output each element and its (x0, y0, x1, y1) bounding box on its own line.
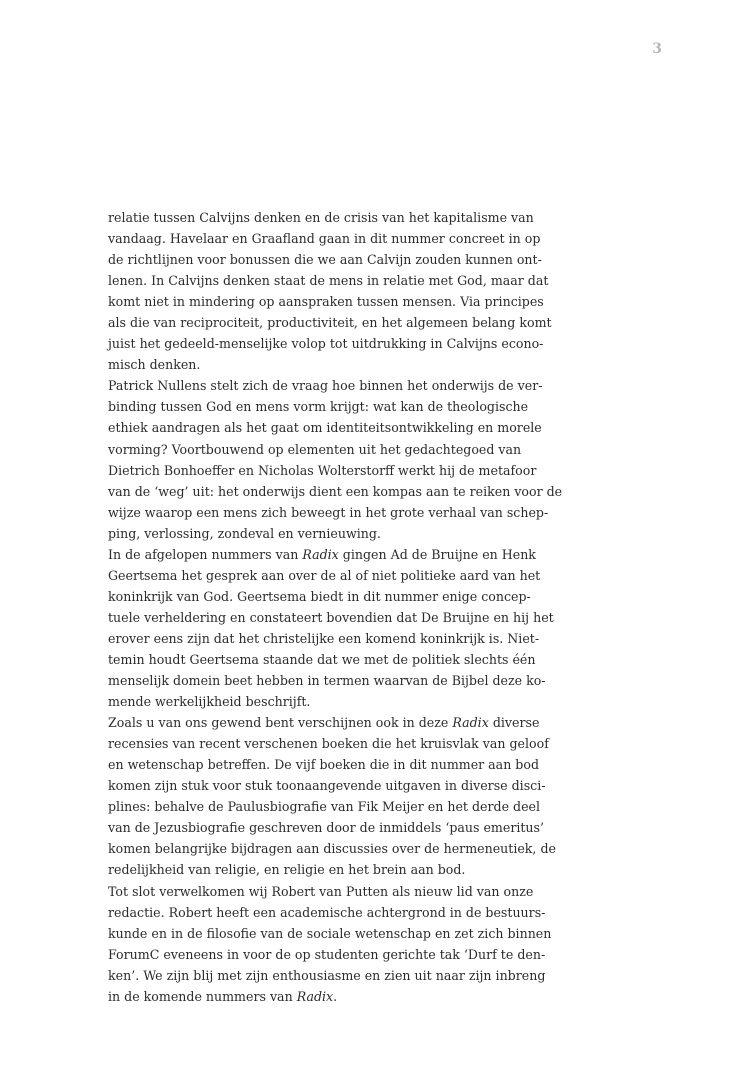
text-segment: komen zijn stuk voor stuk toonaangevende uitgaven in diverse disci- (108, 778, 546, 794)
text-segment: binding tussen God en mens vorm krijgt: wat kan de theologische (108, 399, 529, 415)
italic-title: Radix (302, 546, 339, 562)
text-segment: erover eens zijn dat het christelijke een komend koninkrijk is. Niet- (108, 630, 540, 646)
text-line (108, 923, 552, 944)
text-segment: Geertsema het gesprek aan over de al of niet politieke aard van het (108, 567, 541, 583)
text-line (108, 649, 536, 670)
text-line (108, 691, 518, 712)
text-line (108, 754, 540, 775)
text-segment: Patrick Nullens stelt zich de vraag hoe binnen het onderwijs de ver- (108, 378, 543, 394)
text-line (108, 523, 518, 544)
text-line (108, 228, 541, 249)
text-line (108, 544, 536, 565)
page-number: 3 (652, 41, 662, 57)
text-segment: als die van reciprociteit, productiviteit, en het algemeen belang komt (108, 315, 552, 331)
text-segment: In de afgelopen nummers van (108, 546, 303, 562)
text-line (108, 502, 549, 523)
body-text (108, 207, 563, 1007)
text-segment: Dietrich Bonhoeffer en Nicholas Wolterstorff werkt hij de metafoor (108, 462, 537, 478)
text-line (108, 838, 556, 859)
text-line (108, 775, 546, 796)
text-segment: komt niet in mindering op aanspraken tussen mensen. Via principes (108, 294, 544, 310)
text-segment: Tot slot verwelkomen wij Robert van Putten als nieuw lid van onze (108, 883, 534, 899)
paragraph (108, 207, 552, 375)
text-segment: gingen Ad de Bruijne en Henk (338, 546, 536, 562)
text-line (108, 291, 544, 312)
text-line (108, 375, 543, 396)
text-line (108, 670, 546, 691)
text-line (108, 354, 518, 375)
text-segment: komen belangrijke bijdragen aan discussies over de hermeneutiek, de (108, 841, 556, 857)
text-line (108, 417, 542, 438)
text-segment: relatie tussen Calvijns denken en de crisis van het kapitalisme van (108, 210, 534, 225)
text-line (108, 312, 552, 333)
text-segment: en wetenschap betreffen. De vijf boeken die in dit nummer aan bod (108, 757, 540, 773)
text-segment: van de Jezusbiografie geschreven door de inmiddels ‘paus emeritus’ (108, 820, 545, 836)
text-segment: juist het gedeeld-menselijke volop tot uitdrukking in Calvijns econo- (108, 336, 544, 352)
text-line (108, 944, 546, 965)
text-segment: redelijkheid van religie, en religie en het brein aan bod. (108, 862, 466, 878)
text-segment: vandaag. Havelaar en Graafland gaan in dit nummer concreet in op (108, 231, 541, 247)
text-segment: lenen. In Calvijns denken staat de mens in relatie met God, maar dat (108, 273, 549, 289)
text-line (108, 628, 540, 649)
text-line (108, 817, 545, 838)
text-segment: van de ‘weg’ uit: het onderwijs dient een kompas aan te reiken voor de (108, 483, 563, 499)
text-line (108, 460, 537, 481)
text-segment: ping, verlossing, zondeval en vernieuwing. (108, 525, 381, 541)
text-line (108, 333, 544, 354)
text-line (108, 859, 518, 880)
text-line (108, 881, 534, 902)
text-segment: misch denken. (108, 357, 201, 373)
text-segment: kunde en in de filosofie van de sociale wetenschap en zet zich binnen (108, 925, 552, 941)
text-line (108, 965, 546, 986)
text-segment: redactie. Robert heeft een academische achtergrond in de bestuurs- (108, 904, 546, 920)
text-segment: . (333, 988, 338, 1004)
text-segment: tuele verheldering en constateert bovendien dat De Bruijne en hij het (108, 609, 554, 625)
text-line (108, 986, 518, 1007)
text-segment: diverse (488, 715, 540, 731)
text-line (108, 733, 549, 754)
text-line (108, 207, 534, 228)
text-segment: mende werkelijkheid beschrijft. (108, 694, 311, 710)
text-segment: ken’. We zijn blij met zijn enthousiasme en zien uit naar zijn inbreng (108, 967, 546, 983)
text-segment: in de komende nummers van (108, 988, 297, 1004)
text-segment: de richtlijnen voor bonussen die we aan Calvijn zouden kunnen ont- (108, 252, 542, 268)
paragraph (108, 712, 556, 880)
text-segment: koninkrijk van God. Geertsema biedt in dit nummer enige concep- (108, 588, 531, 604)
text-line (108, 249, 542, 270)
text-line (108, 439, 522, 460)
text-line (108, 396, 529, 417)
text-segment: wijze waarop een mens zich beweegt in het grote verhaal van schep- (108, 504, 549, 520)
text-line (108, 481, 563, 502)
text-line (108, 796, 541, 817)
text-line (108, 607, 554, 628)
paragraph (108, 881, 552, 1007)
text-segment: ForumC eveneens in voor de op studenten gerichte tak ‘Durf te den- (108, 946, 546, 962)
text-line (108, 586, 531, 607)
text-line (108, 712, 540, 733)
text-segment: temin houdt Geertsema staande dat we met de politiek slechts één (108, 651, 536, 667)
text-segment: plines: behalve de Paulusbiografie van Fik Meijer en het derde deel (108, 799, 541, 815)
paragraph (108, 375, 563, 543)
italic-title: Radix (296, 988, 334, 1004)
text-segment: Zoals u van ons gewend bent verschijnen ook in deze (108, 715, 453, 731)
text-segment: recensies van recent verschenen boeken die het kruisvlak van geloof (108, 736, 549, 752)
paragraph (108, 544, 554, 712)
text-line (108, 902, 546, 923)
text-line (108, 270, 549, 291)
text-segment: ethiek aandragen als het gaat om identiteitsontwikkeling en morele (108, 420, 542, 436)
text-segment: menselijk domein beet hebben in termen waarvan de Bijbel deze ko- (108, 673, 546, 689)
text-segment: vorming? Voortbouwend op elementen uit het gedachtegoed van (108, 441, 522, 457)
text-line (108, 565, 541, 586)
italic-title: Radix (452, 715, 489, 731)
